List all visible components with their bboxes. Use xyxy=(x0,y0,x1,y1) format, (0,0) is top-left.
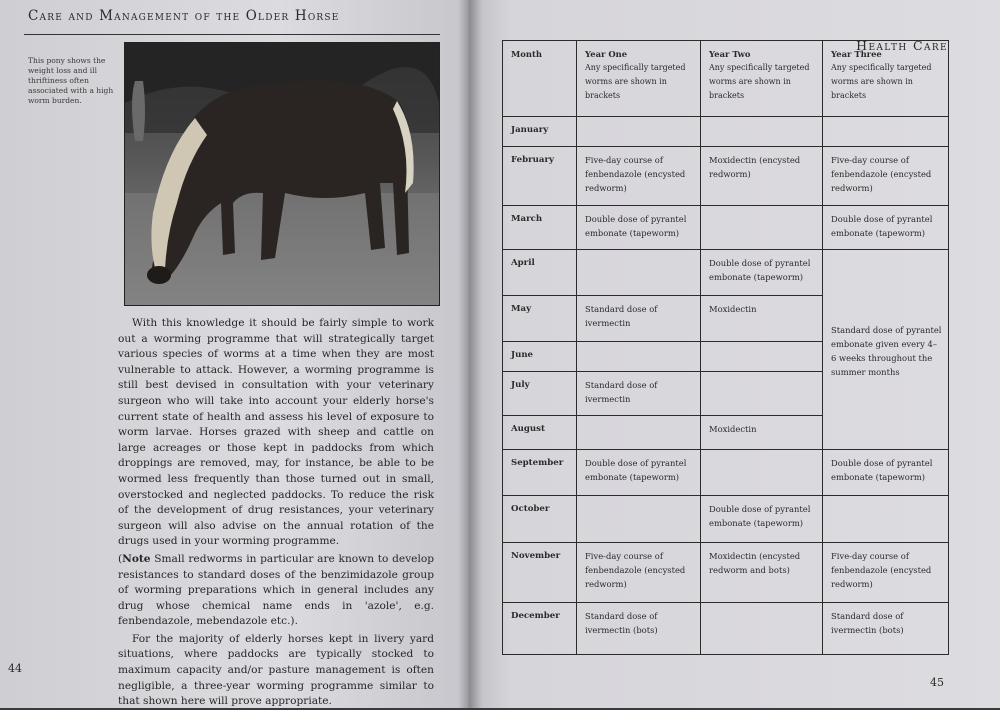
table-cell xyxy=(577,341,701,371)
table-cell xyxy=(701,602,823,654)
table-row xyxy=(503,147,949,205)
table-row xyxy=(503,249,949,295)
table-cell xyxy=(701,450,823,496)
table-cell xyxy=(577,496,701,542)
month-cell: October xyxy=(503,496,577,542)
pony-photo xyxy=(124,42,440,306)
note-label: Note xyxy=(122,552,151,565)
note-open: ( xyxy=(118,552,123,565)
table-cell-summer: Standard dose of pyrantel embonate given every 4–6 weeks throughout the summer months xyxy=(823,249,949,450)
table-cell: Moxidectin xyxy=(701,416,823,450)
running-head-right: Health Care xyxy=(856,38,948,53)
header-year-two xyxy=(701,41,823,117)
table-cell xyxy=(823,496,949,542)
month-cell: May xyxy=(503,295,577,341)
page-number-right: 45 xyxy=(930,676,944,689)
page-number-left: 44 xyxy=(8,662,22,675)
header-subtitle: Any specifically targeted worms are shown in brackets xyxy=(831,63,932,100)
table-cell: Double dose of pyrantel embonate (tapeworm) xyxy=(701,496,823,542)
table-row xyxy=(503,450,949,496)
month-cell: September xyxy=(503,450,577,496)
table-cell xyxy=(701,341,823,371)
paragraph: For the majority of elderly horses kept in livery yard situations, where paddocks are typically stocked to maximum capacity and/or pasture management is often negligible, a three-year worming programme similar to that shown here will prove appropriate. xyxy=(118,632,434,708)
month-cell: June xyxy=(503,341,577,371)
pony-illustration xyxy=(125,43,439,305)
table-cell: Five-day course of fenbendazole (encysted redworm) xyxy=(577,147,701,205)
table-cell xyxy=(577,249,701,295)
table-cell: Standard dose of ivermectin (bots) xyxy=(823,602,949,654)
table-cell xyxy=(701,205,823,249)
book-gutter xyxy=(458,0,482,708)
table-row xyxy=(503,496,949,542)
worming-programme-table xyxy=(502,40,949,655)
table-cell: Five-day course of fenbendazole (encysted redworm) xyxy=(577,542,701,602)
table-header-row xyxy=(503,41,949,117)
table-cell: Double dose of pyrantel embonate (tapeworm) xyxy=(701,249,823,295)
table-cell: Double dose of pyrantel embonate (tapeworm) xyxy=(823,450,949,496)
table-row xyxy=(503,542,949,602)
body-text xyxy=(118,316,434,710)
table-cell: Five-day course of fenbendazole (encysted redworm) xyxy=(823,147,949,205)
header-year-three xyxy=(823,41,949,117)
month-cell: April xyxy=(503,249,577,295)
table-cell: Standard dose of ivermectin (bots) xyxy=(577,602,701,654)
paragraph: With this knowledge it should be fairly simple to work out a worming programme that will strategically target various species of worms at a time when they are most vulnerable to attack. However, a worming programme is still best devised in consultation with your veterinary surgeon who will take into account your elderly horse's current state of health and assess his level of exposure to worm larvae. Horses grazed with sheep and cattle on large acreages or those kept in paddocks from which droppings are removed, may, for instance, be able to be wormed less frequently than those turned out in small, overstocked and neglected paddocks. To reduce the risk of the development of drug resistances, your veterinary surgeon will also advise on the annual rotation of the drugs used in your worming programme. xyxy=(118,317,434,548)
table-cell: Five-day course of fenbendazole (encysted redworm) xyxy=(823,542,949,602)
note-paragraph xyxy=(118,552,434,630)
month-cell: February xyxy=(503,147,577,205)
month-cell: November xyxy=(503,542,577,602)
table-row xyxy=(503,602,949,654)
header-subtitle: Any specifically targeted worms are shown in brackets xyxy=(585,63,686,100)
month-cell: December xyxy=(503,602,577,654)
table-cell: Moxidectin (encysted redworm and bots) xyxy=(701,542,823,602)
table-cell: Moxidectin (encysted redworm) xyxy=(701,147,823,205)
header-title: Year Three xyxy=(831,49,882,59)
table-cell: Standard dose of ivermectin xyxy=(577,295,701,341)
header-year-one xyxy=(577,41,701,117)
header-month: Month xyxy=(503,41,577,117)
table-cell xyxy=(577,416,701,450)
table-cell: Double dose of pyrantel embonate (tapeworm) xyxy=(577,450,701,496)
photo-caption: This pony shows the weight loss and ill thriftiness often associated with a high worm burden. xyxy=(28,56,114,105)
month-cell: July xyxy=(503,372,577,416)
table-cell xyxy=(577,117,701,147)
left-page xyxy=(0,0,468,708)
worming-table-wrap xyxy=(502,40,948,655)
table-cell: Standard dose of ivermectin xyxy=(577,372,701,416)
table-cell: Double dose of pyrantel embonate (tapeworm) xyxy=(577,205,701,249)
month-cell: March xyxy=(503,205,577,249)
table-cell: Moxidectin xyxy=(701,295,823,341)
table-cell: Double dose of pyrantel embonate (tapeworm) xyxy=(823,205,949,249)
table-cell xyxy=(701,372,823,416)
table-row xyxy=(503,117,949,147)
header-title: Year Two xyxy=(709,49,751,59)
month-cell: August xyxy=(503,416,577,450)
note-text: Small redworms in particular are known to develop resistances to standard doses of the benzimidazole group of worming preparations which in general includes any drug whose chemical name ends in 'azole', e.g. fenbendazole, mebendazole etc.). xyxy=(118,552,434,628)
table-row xyxy=(503,205,949,249)
header-title: Year One xyxy=(585,49,628,59)
running-head-left: Care and Management of the Older Horse xyxy=(28,8,340,24)
table-cell xyxy=(701,117,823,147)
month-cell: January xyxy=(503,117,577,147)
header-subtitle: Any specifically targeted worms are shown in brackets xyxy=(709,63,810,100)
table-cell xyxy=(823,117,949,147)
header-rule xyxy=(24,34,440,35)
